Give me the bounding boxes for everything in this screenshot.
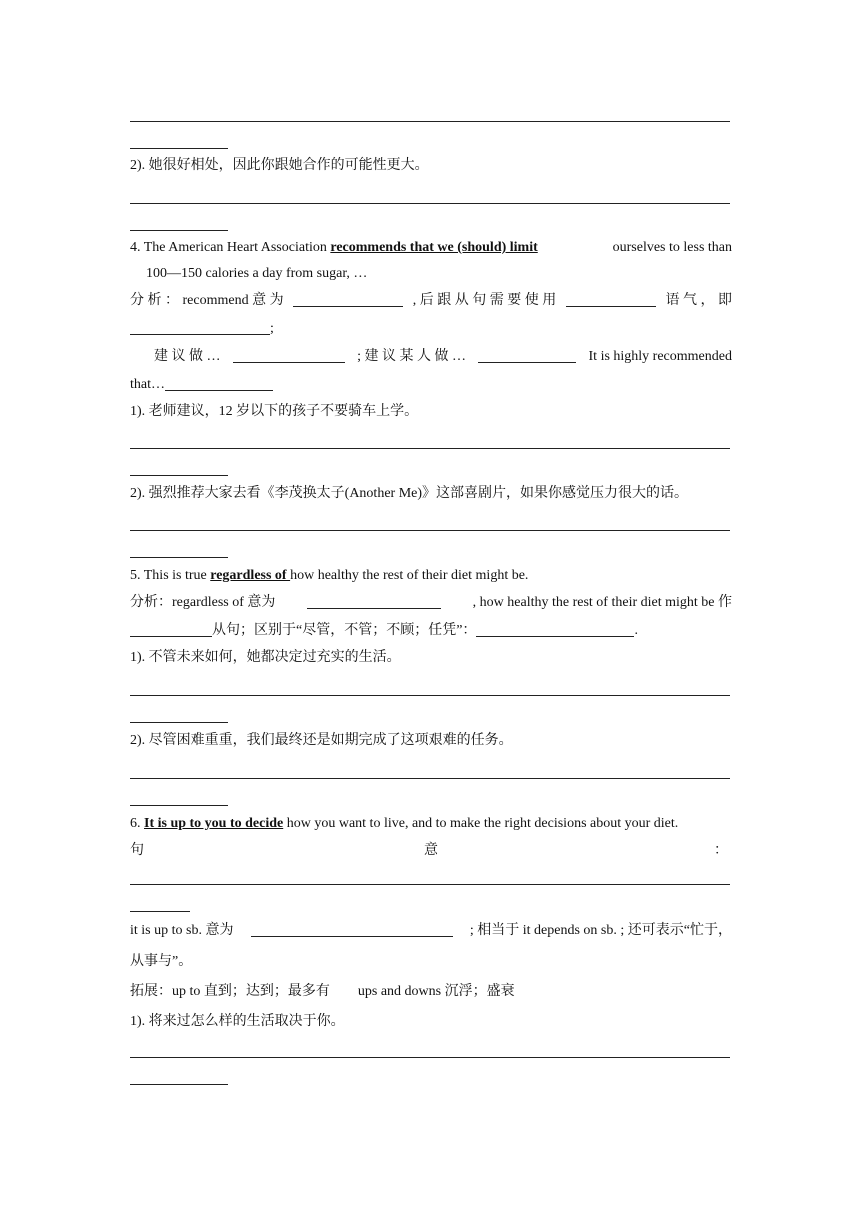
answer-line[interactable] — [130, 121, 730, 122]
analysis-text: that… — [130, 377, 165, 392]
exercise-5-2: 2). 尽管困难重重，我们最终还是如期完成了这项艰难的任务。 — [130, 733, 513, 748]
item-6-meaning-label: ： — [714, 843, 728, 858]
analysis-text: . — [634, 623, 638, 638]
item-6-upto — [130, 922, 732, 940]
answer-line[interactable] — [130, 778, 730, 779]
answer-line[interactable] — [130, 911, 190, 912]
answer-line[interactable] — [130, 805, 228, 806]
item-6-upto-line2: 从事与”。 — [130, 954, 193, 969]
item-4-suggest — [154, 348, 732, 366]
item-5-rest: how healthy the rest of their diet might be. — [290, 568, 529, 583]
item-4-analysis — [130, 292, 732, 310]
item-4-that — [130, 376, 732, 394]
fill-blank[interactable] — [566, 292, 656, 307]
answer-line[interactable] — [130, 1084, 228, 1085]
fill-blank[interactable] — [476, 622, 634, 637]
item-6-number: 6. — [130, 816, 144, 831]
exercise-6-1: 1). 将来过怎么样的生活取决于你。 — [130, 1014, 345, 1029]
item-5-number: 5. This is true — [130, 568, 211, 583]
fill-blank[interactable] — [307, 594, 441, 609]
item-4-analysis-line2 — [130, 320, 732, 338]
exercise-4-1: 1). 老师建议，12 岁以下的孩子不要骑车上学。 — [130, 404, 419, 419]
item-5-sentence — [130, 567, 732, 585]
answer-line[interactable] — [130, 148, 228, 149]
analysis-text: ; — [270, 321, 274, 336]
analysis-text: 分析：regardless of 意为 — [130, 595, 276, 610]
fill-blank[interactable] — [478, 348, 576, 363]
analysis-text: 建 议 做 … — [154, 349, 221, 364]
item-6-sentence — [130, 815, 732, 833]
fill-blank[interactable] — [233, 348, 345, 363]
analysis-text: It is highly recommended — [588, 349, 732, 364]
analysis-text: , 后 跟 从 句 需 要 使 用 — [412, 293, 557, 308]
item-6-rest: how you want to live, and to make the right decisions about your diet. — [283, 816, 679, 831]
fill-blank[interactable] — [130, 622, 212, 637]
item-4-number: 4. The American Heart Association — [130, 240, 331, 255]
answer-line[interactable] — [130, 884, 730, 885]
analysis-text: ; 相当于 it depends on sb. ; 还可表示“忙于， — [469, 923, 732, 938]
item-5-keyword: regardless of — [210, 568, 291, 583]
analysis-text: it is up to sb. 意为 — [130, 923, 234, 938]
item-6-keyword: It is up to you to decide — [144, 816, 284, 831]
answer-line[interactable] — [130, 1057, 730, 1058]
analysis-text: 分 析 ： recommend 意 为 — [130, 293, 284, 308]
answer-line[interactable] — [130, 722, 228, 723]
item-6-meaning-label: 句 — [130, 843, 144, 858]
fill-blank[interactable] — [165, 376, 273, 391]
item-6-meaning-label: 意 — [424, 843, 438, 858]
answer-line[interactable] — [130, 448, 730, 449]
fill-blank[interactable] — [251, 922, 453, 937]
answer-line[interactable] — [130, 203, 730, 204]
analysis-text: 语 气 ， 即 — [665, 293, 732, 308]
item-5-analysis-line2 — [130, 622, 732, 640]
fill-blank[interactable] — [293, 292, 403, 307]
answer-line[interactable] — [130, 475, 228, 476]
analysis-text: ; 建 议 某 人 做 … — [357, 349, 466, 364]
item-4-sentence-line2: 100—150 calories a day from sugar, … — [146, 266, 368, 281]
item-4-rest: ourselves to less than — [612, 240, 732, 255]
answer-line[interactable] — [130, 230, 228, 231]
item-4-keyword: recommends that we (should) limit — [330, 240, 538, 255]
fill-blank[interactable] — [130, 320, 270, 335]
exercise-5-1: 1). 不管未来如何，她都决定过充实的生活。 — [130, 650, 401, 665]
exercise-3-2: 2). 她很好相处，因此你跟她合作的可能性更大。 — [130, 158, 429, 173]
item-6-extension: 拓展：up to 直到；达到；最多有 ups and downs 沉浮；盛衰 — [130, 984, 515, 999]
analysis-text: 从句；区别于“尽管，不管；不顾；任凭”： — [212, 623, 477, 638]
analysis-text: , how healthy the rest of their diet might be 作 — [472, 595, 732, 610]
answer-line[interactable] — [130, 530, 730, 531]
answer-line[interactable] — [130, 557, 228, 558]
answer-line[interactable] — [130, 695, 730, 696]
exercise-4-2: 2). 强烈推荐大家去看《李茂换太子(Another Me)》这部喜剧片，如果你感觉压力很大的话。 — [130, 486, 689, 501]
item-5-analysis — [130, 594, 732, 612]
item-4-sentence — [130, 239, 732, 257]
